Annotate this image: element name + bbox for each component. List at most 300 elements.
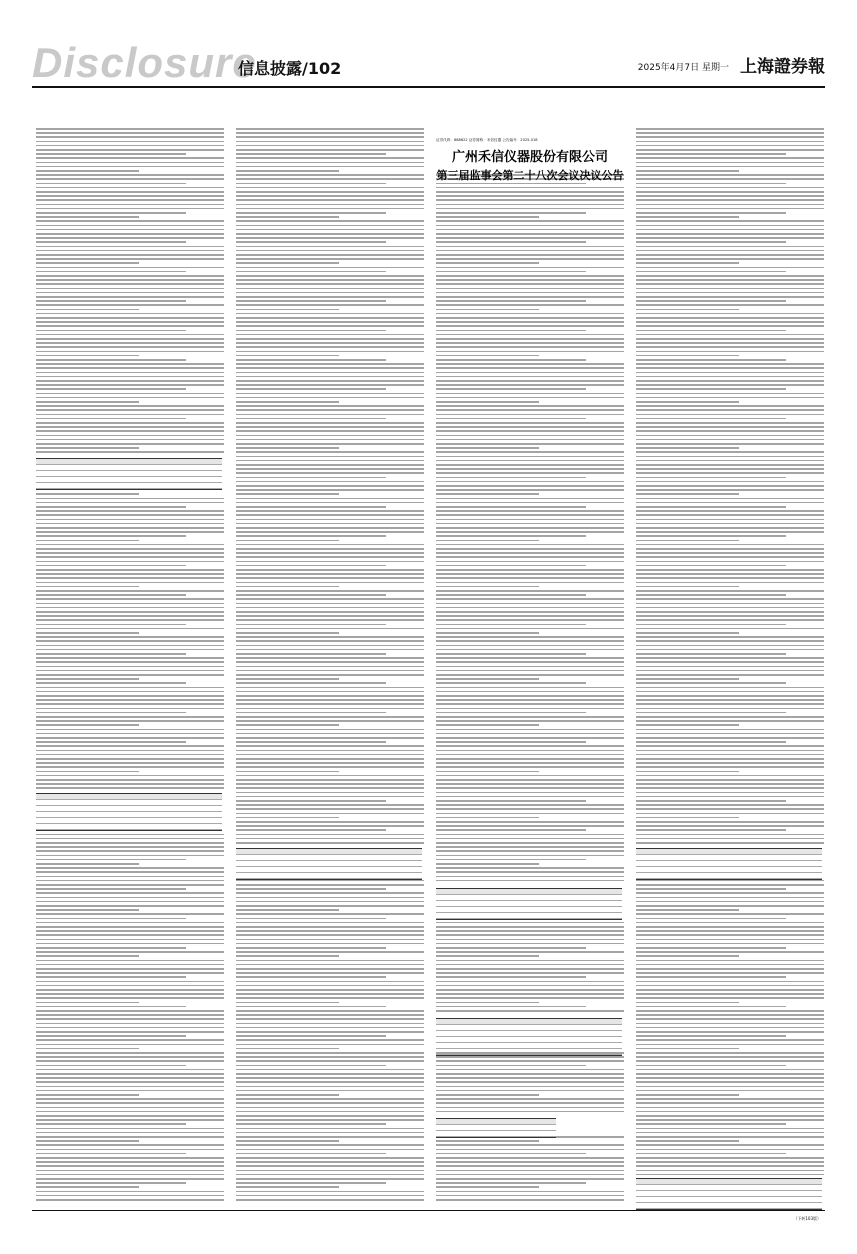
text-line [436, 485, 624, 487]
text-line [436, 1107, 624, 1109]
text-line [36, 892, 224, 894]
text-line [236, 283, 424, 285]
text-line [36, 565, 186, 567]
text-line [36, 220, 224, 222]
text-line [236, 430, 424, 432]
text-line [36, 699, 224, 701]
data-table-3 [236, 848, 422, 880]
text-line [436, 359, 586, 361]
text-line [636, 187, 824, 189]
text-line [636, 157, 824, 159]
text-line [236, 451, 424, 453]
text-line [436, 191, 624, 193]
text-line [36, 1065, 186, 1067]
text-line [436, 489, 624, 491]
text-line [636, 901, 824, 903]
text-line [436, 212, 586, 214]
text-line [636, 418, 786, 420]
text-line [436, 624, 586, 626]
text-line [436, 376, 624, 378]
text-line [236, 464, 424, 466]
text-line [236, 527, 424, 529]
text-line [36, 351, 224, 353]
text-line [236, 262, 339, 264]
text-line [436, 380, 624, 382]
text-line [436, 800, 586, 802]
text-line [636, 1165, 824, 1167]
text-line [436, 993, 624, 995]
text-line [236, 909, 339, 911]
text-line [236, 598, 424, 600]
text-line [236, 691, 424, 693]
text-line [636, 300, 786, 302]
text-line [236, 149, 424, 151]
text-line [36, 514, 224, 516]
text-line [236, 388, 386, 390]
text-line [36, 834, 224, 836]
text-line [436, 304, 624, 306]
text-line [236, 304, 424, 306]
text-line [236, 1044, 424, 1046]
text-line [436, 468, 624, 470]
text-line [436, 783, 624, 785]
text-line [436, 842, 624, 844]
text-line [36, 1081, 224, 1083]
text-line [436, 246, 624, 248]
text-line [36, 1111, 224, 1113]
text-line [436, 876, 624, 878]
text-line [636, 691, 824, 693]
text-line [636, 964, 824, 966]
text-line [236, 187, 424, 189]
text-line [636, 527, 824, 529]
text-line [436, 187, 624, 189]
text-line [636, 766, 824, 768]
text-line [436, 460, 624, 462]
text-line [636, 1132, 824, 1134]
text-line [36, 598, 224, 600]
text-line [636, 934, 824, 936]
text-line [36, 510, 224, 512]
text-line [236, 418, 386, 420]
text-line [436, 678, 539, 680]
text-line [636, 569, 824, 571]
text-line [436, 519, 624, 521]
text-line [636, 976, 786, 978]
text-line [636, 947, 786, 949]
text-line [36, 166, 224, 168]
text-line [36, 762, 224, 764]
text-line [36, 393, 224, 395]
text-line [636, 922, 824, 924]
text-line [236, 233, 424, 235]
text-line [236, 1056, 424, 1058]
text-line [436, 674, 624, 676]
text-line [36, 544, 224, 546]
text-line [36, 1115, 224, 1117]
text-line [36, 388, 186, 390]
text-line [236, 355, 339, 357]
text-line [36, 960, 224, 962]
text-line [636, 430, 824, 432]
text-line [36, 880, 224, 882]
text-line [36, 153, 186, 155]
data-table-6 [436, 1118, 556, 1138]
text-line [236, 913, 424, 915]
text-line [636, 397, 824, 399]
announcement-meta: 证券代码：688622 证券简称：禾信仪器 公告编号：2025-018 [436, 138, 538, 142]
text-line [436, 405, 624, 407]
text-line [636, 498, 824, 500]
text-line [36, 355, 139, 357]
text-line [436, 846, 624, 848]
text-line [436, 582, 624, 584]
text-line [236, 640, 424, 642]
text-line [36, 850, 224, 852]
text-line [36, 972, 224, 974]
text-line [636, 577, 824, 579]
text-line [436, 510, 624, 512]
text-line [236, 1199, 424, 1201]
text-line [436, 825, 624, 827]
text-line [236, 649, 424, 651]
text-line [36, 628, 224, 630]
text-line [36, 993, 224, 995]
text-line [36, 288, 224, 290]
text-line [436, 607, 624, 609]
text-line [36, 498, 224, 500]
text-line [436, 363, 624, 365]
text-line [636, 825, 824, 827]
text-line [636, 342, 824, 344]
text-line [636, 523, 824, 525]
text-line [236, 136, 424, 138]
text-line [236, 964, 424, 966]
text-line [36, 199, 224, 201]
text-line [436, 540, 539, 542]
text-line [636, 687, 824, 689]
text-line [636, 590, 824, 592]
text-line [36, 540, 139, 542]
text-line [636, 628, 824, 630]
text-line [36, 262, 139, 264]
text-line [36, 1002, 139, 1004]
text-line [236, 762, 424, 764]
text-line [236, 1094, 339, 1096]
text-line [36, 506, 186, 508]
text-line [236, 960, 424, 962]
text-line [436, 997, 624, 999]
text-line [236, 804, 424, 806]
text-line [236, 296, 424, 298]
text-line [236, 288, 424, 290]
text-line [636, 1128, 824, 1130]
text-line [36, 334, 224, 336]
text-line [436, 241, 586, 243]
text-line [636, 359, 786, 361]
text-line [36, 1090, 224, 1092]
text-line [436, 922, 624, 924]
text-line [436, 275, 624, 277]
text-line [236, 1039, 424, 1041]
text-line [636, 435, 824, 437]
text-line [436, 204, 624, 206]
text-line [636, 393, 824, 395]
text-line [236, 170, 339, 172]
text-line [636, 145, 824, 147]
text-line [436, 1178, 624, 1180]
section-title: 信息披露/102 [238, 59, 342, 78]
text-line [436, 254, 624, 256]
text-line [636, 762, 824, 764]
text-line [436, 787, 624, 789]
text-line [36, 1136, 224, 1138]
text-line [636, 254, 824, 256]
text-line [636, 1107, 824, 1109]
text-line [36, 372, 224, 374]
text-line [436, 850, 624, 852]
text-line [636, 1111, 824, 1113]
text-line [636, 1069, 824, 1071]
text-line [636, 1153, 786, 1155]
text-line [236, 1119, 424, 1121]
text-line [36, 611, 224, 613]
text-line [236, 947, 386, 949]
text-line [36, 325, 224, 327]
text-line [236, 1002, 339, 1004]
text-line [636, 279, 824, 281]
text-line [436, 989, 624, 991]
text-line [36, 867, 224, 869]
text-line [36, 1165, 224, 1167]
text-line [636, 208, 824, 210]
text-line [236, 1069, 424, 1071]
text-line [636, 1014, 824, 1016]
text-line [436, 603, 624, 605]
text-line [236, 976, 386, 978]
text-line [236, 590, 424, 592]
text-line [36, 926, 224, 928]
text-line [636, 1023, 824, 1025]
text-line [236, 901, 424, 903]
text-line [236, 712, 386, 714]
text-line [436, 1144, 624, 1146]
text-line [636, 989, 824, 991]
text-line [436, 1094, 539, 1096]
text-line [436, 338, 624, 340]
text-line [436, 708, 624, 710]
text-line [636, 821, 824, 823]
text-line [636, 313, 824, 315]
text-line [236, 153, 386, 155]
text-line [436, 871, 624, 873]
text-line [36, 783, 224, 785]
text-line [236, 552, 424, 554]
text-line [36, 754, 224, 756]
text-line [36, 939, 224, 941]
text-line [636, 519, 824, 521]
text-line [36, 1044, 224, 1046]
text-line [36, 1195, 224, 1197]
text-line [36, 955, 139, 957]
text-line [36, 951, 224, 953]
text-line [36, 1031, 224, 1033]
text-line [636, 1073, 824, 1075]
text-line [636, 372, 824, 374]
text-line [36, 846, 224, 848]
text-line [236, 1052, 424, 1054]
text-line [236, 922, 424, 924]
text-line [236, 237, 424, 239]
text-line [36, 624, 186, 626]
text-line [236, 1073, 424, 1075]
text-line [436, 867, 624, 869]
text-line [36, 1178, 224, 1180]
text-line [36, 1119, 224, 1121]
text-line [436, 443, 624, 445]
text-line [636, 695, 824, 697]
text-line [36, 178, 224, 180]
text-line [436, 1006, 586, 1008]
text-line [236, 615, 424, 617]
text-line [636, 191, 824, 193]
text-line [236, 783, 424, 785]
text-line [36, 989, 224, 991]
text-line [636, 733, 824, 735]
text-line [236, 645, 424, 647]
text-line [36, 145, 224, 147]
text-line [36, 682, 186, 684]
text-line [436, 552, 624, 554]
text-line [236, 1086, 424, 1088]
text-line [36, 313, 224, 315]
text-line [236, 1144, 424, 1146]
text-line [636, 666, 824, 668]
text-line [236, 183, 386, 185]
text-line [436, 796, 624, 798]
text-line [36, 1069, 224, 1071]
text-line [236, 1060, 424, 1062]
text-line [236, 1136, 424, 1138]
text-line [236, 1174, 424, 1176]
text-line [436, 283, 624, 285]
text-line [236, 162, 424, 164]
text-line [36, 170, 139, 172]
text-line [436, 531, 624, 533]
masthead-rule [32, 86, 825, 88]
text-line [436, 1191, 624, 1193]
text-line [236, 628, 424, 630]
text-line [636, 729, 824, 731]
text-line [36, 439, 224, 441]
text-line [236, 741, 386, 743]
text-line [236, 317, 424, 319]
text-line [36, 1098, 224, 1100]
text-line [236, 918, 386, 920]
text-line [236, 813, 424, 815]
text-line [436, 237, 624, 239]
text-line [636, 796, 824, 798]
text-line [436, 976, 586, 978]
text-line [636, 271, 786, 273]
text-line [36, 691, 224, 693]
text-line [436, 561, 624, 563]
text-line [436, 611, 624, 613]
text-line [436, 447, 539, 449]
text-line [636, 817, 739, 819]
text-line [36, 435, 224, 437]
text-line [236, 729, 424, 731]
text-line [436, 813, 624, 815]
text-line [236, 821, 424, 823]
text-line [436, 418, 586, 420]
text-line [636, 304, 824, 306]
text-line [636, 178, 824, 180]
text-line [236, 716, 424, 718]
text-line [636, 955, 739, 957]
text-line [636, 808, 824, 810]
text-line [436, 859, 586, 861]
text-line [36, 1077, 224, 1079]
text-line [636, 779, 824, 781]
text-line [636, 535, 786, 537]
text-line [36, 855, 224, 857]
text-line [236, 254, 424, 256]
text-line [436, 334, 624, 336]
company-name: 广州禾信仪器股份有限公司 [451, 150, 608, 165]
text-line [436, 208, 624, 210]
text-line [236, 577, 424, 579]
text-line [436, 548, 624, 550]
text-line [236, 968, 424, 970]
text-line [236, 523, 424, 525]
text-line [236, 619, 424, 621]
text-line [236, 842, 424, 844]
text-line [36, 1056, 224, 1058]
text-line [36, 943, 224, 945]
text-line [36, 1006, 186, 1008]
text-line [236, 825, 424, 827]
text-line [36, 342, 224, 344]
text-line [636, 1161, 824, 1163]
text-line [36, 1174, 224, 1176]
text-line [236, 313, 424, 315]
text-line [236, 745, 424, 747]
text-line [636, 1157, 824, 1159]
data-table-4 [436, 888, 622, 920]
text-line [436, 279, 624, 281]
text-line [36, 1014, 224, 1016]
text-line [636, 1094, 739, 1096]
text-line [636, 834, 824, 836]
text-line [636, 838, 824, 840]
text-line [36, 1060, 224, 1062]
text-line [436, 934, 624, 936]
text-line [36, 964, 224, 966]
text-line [236, 300, 386, 302]
text-line [636, 624, 786, 626]
text-line [436, 691, 624, 693]
text-line [236, 132, 424, 134]
text-line [36, 1039, 224, 1041]
text-line [36, 317, 224, 319]
text-line [36, 191, 224, 193]
text-line [36, 997, 224, 999]
text-line [236, 561, 424, 563]
text-line [436, 682, 586, 684]
text-line [436, 1065, 586, 1067]
text-line [436, 199, 624, 201]
